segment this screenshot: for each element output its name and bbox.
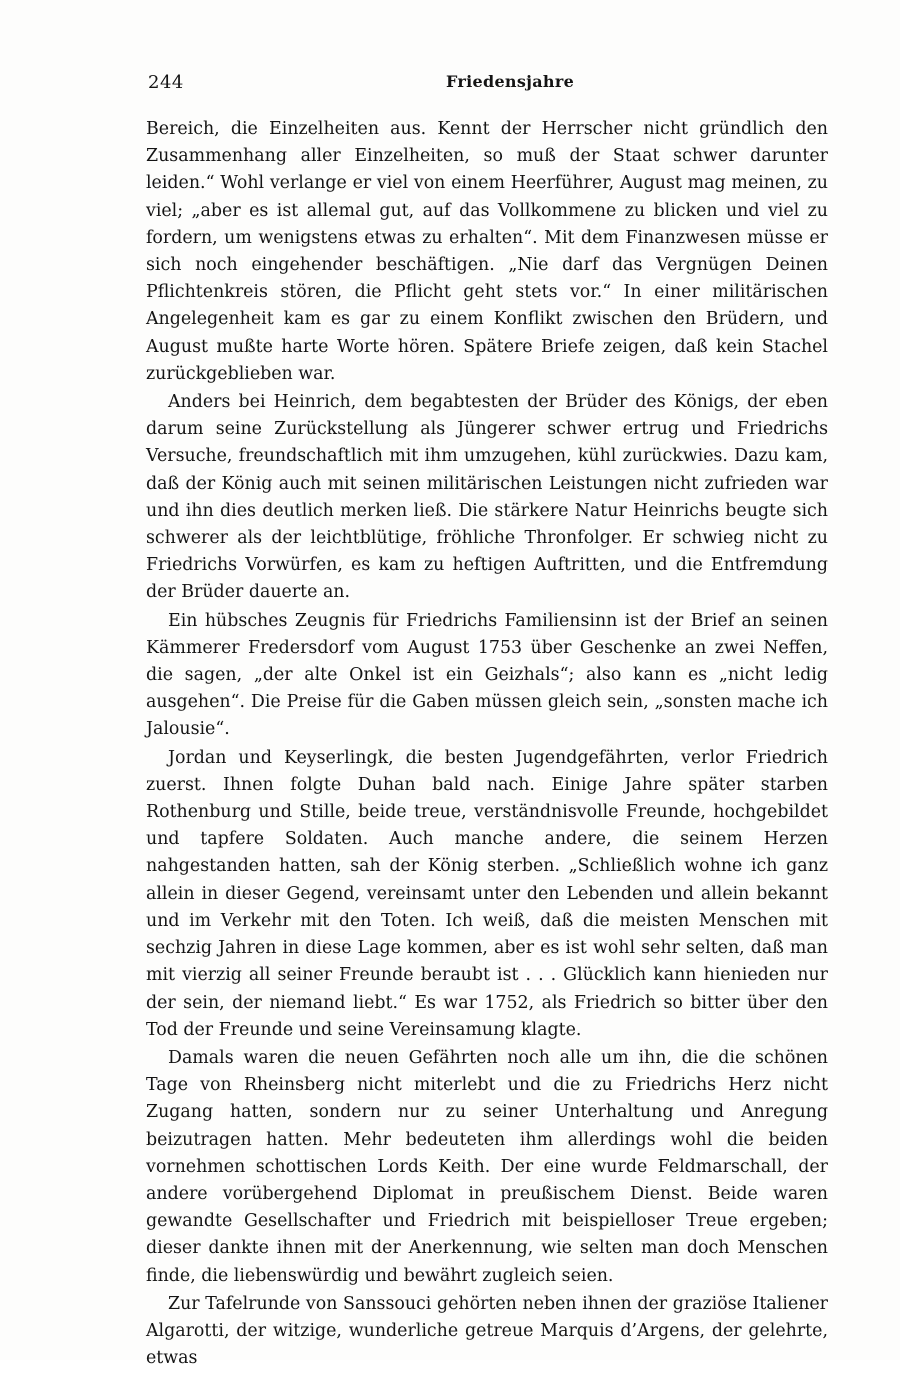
page-number: 244 (148, 72, 184, 93)
page-header (148, 70, 828, 100)
paragraph: Anders bei Heinrich, dem begabtesten der Brüder des Königs, der eben darum seine Zurückstellung als Jüngerer schwer ertrug und Friedrichs Versuche, freundschaftlich mit ihm umzugehen, kühl zurückwies. Dazu kam, daß der König auch mit seinen militärischen Leistungen nicht zufrieden war und ihn dies deutlich merken ließ. Die stärkere Natur Heinrichs beugte sich schwerer als der leichtblütige, fröhliche Thronfolger. Er schwieg nicht zu Friedrichs Vorwürfen, es kam zu heftigen Auftritten, und die Entfremdung der Brüder dauerte an. (146, 392, 828, 603)
paragraph: Ein hübsches Zeugnis für Friedrichs Familiensinn ist der Brief an seinen Kämmerer Fredersdorf vom August 1753 über Geschenke an zwei Neffen, die sagen, „der alte Onkel ist ein Geizhals“; also kann es „nicht ledig ausgehen“. Die Preise für die Gaben müssen gleich sein, „sonsten mache ich Jalousie“. (146, 610, 828, 740)
running-title: Friedensjahre (446, 72, 575, 91)
paragraph: Zur Tafelrunde von Sanssouci gehörten neben ihnen der graziöse Italiener Algarotti, der witzige, wunderliche getreue Marquis d’Argens, der gelehrte, etwas (146, 1293, 828, 1369)
paragraph: Damals waren die neuen Gefährten noch alle um ihn, die die schönen Tage von Rheinsberg nicht miterlebt und die zu Friedrichs Herz nicht Zugang hatten, sondern nur zu seiner Unterhaltung und Anregung beizutragen hatten. Mehr bedeuteten ihm allerdings wohl die beiden vornehmen schottischen Lords Keith. Der eine wurde Feldmarschall, der andere vorübergehend Diplomat in preußischem Dienst. Beide waren gewandte Gesellschafter und Friedrich mit beispielloser Treue ergeben; dieser dankte ihnen mit der Anerkennung, wie selten man doch Menschen finde, die liebenswürdig und bewährt zugleich seien. (146, 1047, 828, 1286)
body-text (146, 116, 828, 1373)
paragraph: Bereich, die Einzelheiten aus. Kennt der Herrscher nicht gründlich den Zusammenhang aller Einzelheiten, so muß der Staat schwer darunter leiden.“ Wohl verlange er viel von einem Heerführer, August mag meinen, zu viel; „aber es ist allemal gut, auf das Vollkommene zu blicken und viel zu fordern, um wenigstens etwas zu erhalten“. Mit dem Finanzwesen müsse er sich noch eingehender beschäftigen. „Nie darf das Vergnügen Deinen Pflichtenkreis stören, die Pflicht geht stets vor.“ In einer militärischen Angelegenheit kam es gar zu einem Konflikt zwischen den Brüdern, und August mußte harte Worte hören. Spätere Briefe zeigen, daß kein Stachel zurückgeblieben war. (146, 119, 828, 384)
paragraph: Jordan und Keyserlingk, die besten Jugendgefährten, verlor Friedrich zuerst. Ihnen folgte Duhan bald nach. Einige Jahre später starben Rothenburg und Stille, beide treue, verständnisvolle Freunde, hochgebildet und tapfere Soldaten. Auch manche andere, die seinem Herzen nahgestanden hatten, sah der König sterben. „Schließlich wohne ich ganz allein in dieser Gegend, vereinsamt unter den Lebenden und allein bekannt und im Verkehr mit den Toten. Ich weiß, daß die meisten Menschen mit sechzig Jahren in diese Lage kommen, aber es ist wohl sehr selten, daß man mit vierzig all seiner Freunde beraubt ist . . . Glücklich kann hienieden nur der sein, der niemand liebt.“ Es war 1752, als Friedrich so bitter über den Tod der Freunde und seine Vereinsamung klagte. (146, 747, 828, 1040)
